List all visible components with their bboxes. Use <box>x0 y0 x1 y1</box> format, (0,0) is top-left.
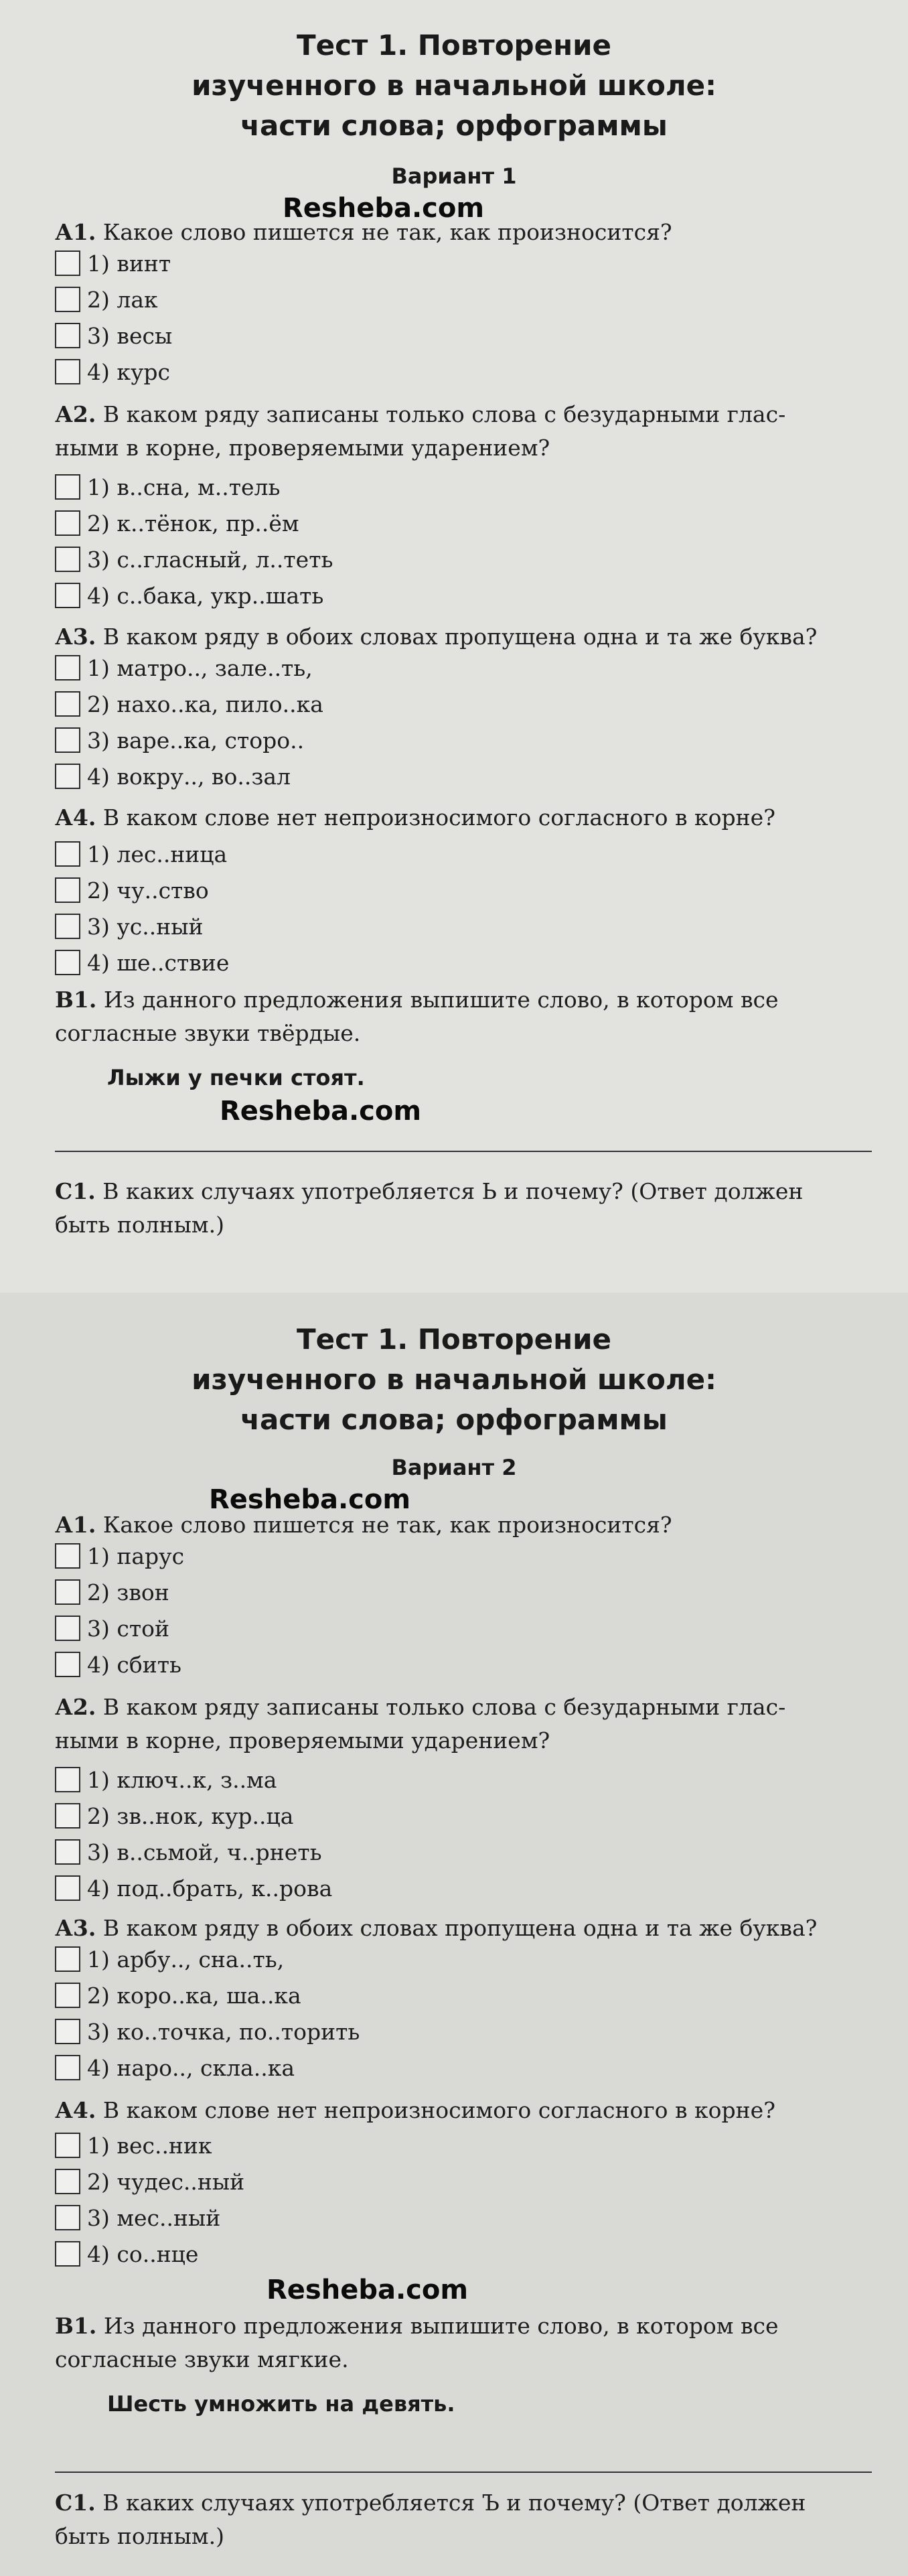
test-title-line-2: изученного в начальной школе: <box>192 1363 716 1396</box>
watermark: Resheba.com <box>283 193 485 224</box>
question-text: В каком слове нет непроизносимого согласного в корне? <box>102 804 775 831</box>
option-label: 4) с..бака, укр..шать <box>87 582 324 609</box>
watermark: Resheba.com <box>220 1096 422 1127</box>
question-number: А1. <box>55 219 96 245</box>
option-label: 1) ключ..к, з..ма <box>87 1766 277 1793</box>
variant-label: Вариант 1 <box>391 163 517 189</box>
option-label: 4) под..брать, к..рова <box>87 1875 333 1902</box>
question-number: А2. <box>55 401 96 427</box>
answer-checkbox[interactable] <box>55 1767 80 1792</box>
test-title-line-3: части слова; орфограммы <box>240 109 668 142</box>
option-label: 1) винт <box>87 250 171 277</box>
answer-checkbox[interactable] <box>55 1616 80 1641</box>
answer-checkbox[interactable] <box>55 510 80 536</box>
option-label: 3) мес..ный <box>87 2204 221 2231</box>
question-b1 <box>55 2309 872 2376</box>
answer-checkbox[interactable] <box>55 1839 80 1865</box>
answer-checkbox[interactable] <box>55 1652 80 1677</box>
answer-checkbox[interactable] <box>55 1946 80 1972</box>
question-text: Какое слово пишется не так, как произносится? <box>102 219 672 245</box>
answer-option[interactable] <box>55 1613 169 1644</box>
answer-checkbox[interactable] <box>55 950 80 975</box>
option-label: 1) в..сна, м..тель <box>87 474 281 500</box>
option-label: 1) матро.., зале..ть, <box>87 654 313 681</box>
answer-checkbox[interactable] <box>55 2133 80 2158</box>
answer-checkbox[interactable] <box>55 2169 80 2194</box>
answer-option[interactable] <box>55 725 304 756</box>
answer-option[interactable] <box>55 911 204 942</box>
question-number: А4. <box>55 804 96 831</box>
question-b1 <box>55 983 872 1050</box>
answer-option[interactable] <box>55 284 158 315</box>
option-label: 1) арбу.., сна..ть, <box>87 1946 285 1973</box>
answer-option[interactable] <box>55 2130 212 2161</box>
answer-checkbox[interactable] <box>55 583 80 608</box>
answer-checkbox[interactable] <box>55 474 80 500</box>
question-c1 <box>55 1175 872 1242</box>
question-text: быть полным.) <box>55 1212 224 1238</box>
question-a4 <box>55 801 872 835</box>
option-label: 3) весы <box>87 322 173 349</box>
option-label: 2) нахо..ка, пило..ка <box>87 691 323 717</box>
question-number: А4. <box>55 2097 96 2123</box>
answer-checkbox[interactable] <box>55 914 80 939</box>
answer-checkbox[interactable] <box>55 841 80 867</box>
answer-option[interactable] <box>55 689 323 719</box>
answer-option[interactable] <box>55 580 323 611</box>
option-label: 3) стой <box>87 1615 169 1642</box>
answer-option[interactable] <box>55 248 171 279</box>
answer-option[interactable] <box>55 508 299 539</box>
answer-checkbox[interactable] <box>55 2241 80 2267</box>
option-label: 3) в..сьмой, ч..рнеть <box>87 1839 322 1865</box>
answer-checkbox[interactable] <box>55 877 80 903</box>
answer-checkbox[interactable] <box>55 547 80 572</box>
option-label: 2) коро..ка, ша..ка <box>87 1982 301 2009</box>
option-label: 1) парус <box>87 1543 185 1569</box>
option-label: 3) варе..ка, сторо.. <box>87 727 305 754</box>
watermark: Resheba.com <box>209 1484 411 1515</box>
answer-option[interactable] <box>55 761 291 792</box>
question-number: А2. <box>55 1694 96 1720</box>
question-text: Из данного предложения выпишите слово, в котором все <box>103 987 779 1013</box>
watermark: Resheba.com <box>267 2275 469 2305</box>
answer-option[interactable] <box>55 472 280 502</box>
example-sentence: Шесть умножить на девять. <box>107 2391 455 2417</box>
answer-option[interactable] <box>55 2016 360 2047</box>
answer-checkbox[interactable] <box>55 727 80 753</box>
option-label: 4) вокру.., во..зал <box>87 763 291 790</box>
question-text: В каком ряду записаны только слова с безударными глас- <box>102 401 786 427</box>
answer-checkbox[interactable] <box>55 251 80 276</box>
answer-checkbox[interactable] <box>55 359 80 384</box>
question-text: быть полным.) <box>55 2523 224 2549</box>
question-text: ными в корне, проверяемыми ударением? <box>55 435 550 461</box>
test-title-line-2: изученного в начальной школе: <box>192 69 716 102</box>
answer-option[interactable] <box>55 1837 322 1867</box>
answer-checkbox[interactable] <box>55 691 80 717</box>
option-label: 2) чудес..ный <box>87 2168 245 2195</box>
example-sentence: Лыжи у печки стоят. <box>107 1065 365 1090</box>
answer-option[interactable] <box>55 1873 332 1904</box>
option-label: 3) с..гласный, л..теть <box>87 546 333 573</box>
answer-line <box>55 2472 872 2473</box>
answer-checkbox[interactable] <box>55 1543 80 1569</box>
test-title-line-3: части слова; орфограммы <box>240 1403 668 1436</box>
answer-option[interactable] <box>55 544 333 575</box>
answer-option[interactable] <box>55 2202 220 2233</box>
question-text: В каких случаях употребляется Ъ и почему? (Ответ должен <box>102 2490 806 2516</box>
question-text: Из данного предложения выпишите слово, в котором все <box>103 2313 779 2339</box>
answer-option[interactable] <box>55 320 172 351</box>
question-text: согласные звуки твёрдые. <box>55 1020 361 1046</box>
question-text: Какое слово пишется не так, как произносится? <box>102 1512 672 1538</box>
answer-option[interactable] <box>55 947 229 978</box>
answer-checkbox[interactable] <box>55 655 80 681</box>
option-label: 4) со..нце <box>87 2240 199 2267</box>
question-number: А1. <box>55 1512 96 1538</box>
question-number: С1. <box>55 1178 96 1204</box>
answer-option[interactable] <box>55 1944 284 1975</box>
option-label: 4) наро.., скла..ка <box>87 2054 295 2081</box>
answer-checkbox[interactable] <box>55 2205 80 2230</box>
option-label: 2) лак <box>87 286 158 313</box>
option-label: 4) сбить <box>87 1651 181 1678</box>
test-title-line-1: Тест 1. Повторение <box>296 1323 612 1356</box>
question-a2 <box>55 1691 872 1758</box>
option-label: 1) вес..ник <box>87 2132 212 2159</box>
answer-checkbox[interactable] <box>55 764 80 789</box>
answer-option[interactable] <box>55 1800 293 1831</box>
question-text: В каких случаях употребляется Ь и почему? (Ответ должен <box>102 1178 804 1204</box>
question-number: С1. <box>55 2490 96 2516</box>
question-number: В1. <box>55 2313 97 2339</box>
answer-option[interactable] <box>55 875 209 906</box>
answer-option[interactable] <box>55 1649 181 1680</box>
question-a4 <box>55 2094 872 2127</box>
answer-checkbox[interactable] <box>55 1579 80 1605</box>
answer-checkbox[interactable] <box>55 1983 80 2008</box>
question-text: согласные звуки мягкие. <box>55 2346 349 2372</box>
variant-label: Вариант 2 <box>391 1455 517 1480</box>
question-number: В1. <box>55 987 97 1013</box>
question-a3 <box>55 620 872 654</box>
variant-2-section <box>0 1293 908 2576</box>
question-number: А3. <box>55 624 96 650</box>
question-text: В каком ряду записаны только слова с безударными глас- <box>102 1694 786 1720</box>
answer-option[interactable] <box>55 2166 244 2197</box>
answer-option[interactable] <box>55 1577 169 1607</box>
question-a1 <box>55 1508 872 1542</box>
question-text: В каком ряду в обоих словах пропущена одна и та же буква? <box>102 1915 818 1941</box>
option-label: 3) ко..точка, по..торить <box>87 2018 360 2045</box>
question-a1 <box>55 216 872 249</box>
answer-checkbox[interactable] <box>55 1875 80 1901</box>
question-text: В каком ряду в обоих словах пропущена одна и та же буква? <box>102 624 818 650</box>
option-label: 4) курс <box>87 358 171 385</box>
test-title-line-1: Тест 1. Повторение <box>296 29 612 62</box>
option-label: 2) звон <box>87 1579 169 1605</box>
answer-checkbox[interactable] <box>55 2019 80 2044</box>
answer-checkbox[interactable] <box>55 323 80 348</box>
answer-line <box>55 1151 872 1152</box>
answer-checkbox[interactable] <box>55 1803 80 1829</box>
question-number: А3. <box>55 1915 96 1941</box>
question-a3 <box>55 1912 872 1945</box>
answer-option[interactable] <box>55 2052 295 2083</box>
answer-option[interactable] <box>55 652 313 683</box>
answer-checkbox[interactable] <box>55 287 80 312</box>
question-c1 <box>55 2486 872 2553</box>
answer-option[interactable] <box>55 1980 301 2011</box>
answer-option[interactable] <box>55 1541 184 1571</box>
question-text: ными в корне, проверяемыми ударением? <box>55 1727 550 1754</box>
option-label: 1) лес..ница <box>87 841 228 867</box>
option-label: 3) ус..ный <box>87 913 204 940</box>
option-label: 4) ше..ствие <box>87 949 230 976</box>
answer-checkbox[interactable] <box>55 2055 80 2080</box>
answer-option[interactable] <box>55 839 227 869</box>
option-label: 2) к..тёнок, пр..ём <box>87 510 299 536</box>
answer-option[interactable] <box>55 356 170 387</box>
option-label: 2) зв..нок, кур..ца <box>87 1802 294 1829</box>
option-label: 2) чу..ство <box>87 877 209 904</box>
question-text: В каком слове нет непроизносимого согласного в корне? <box>102 2097 775 2123</box>
question-a2 <box>55 398 872 465</box>
answer-option[interactable] <box>55 1764 277 1795</box>
answer-option[interactable] <box>55 2238 198 2269</box>
